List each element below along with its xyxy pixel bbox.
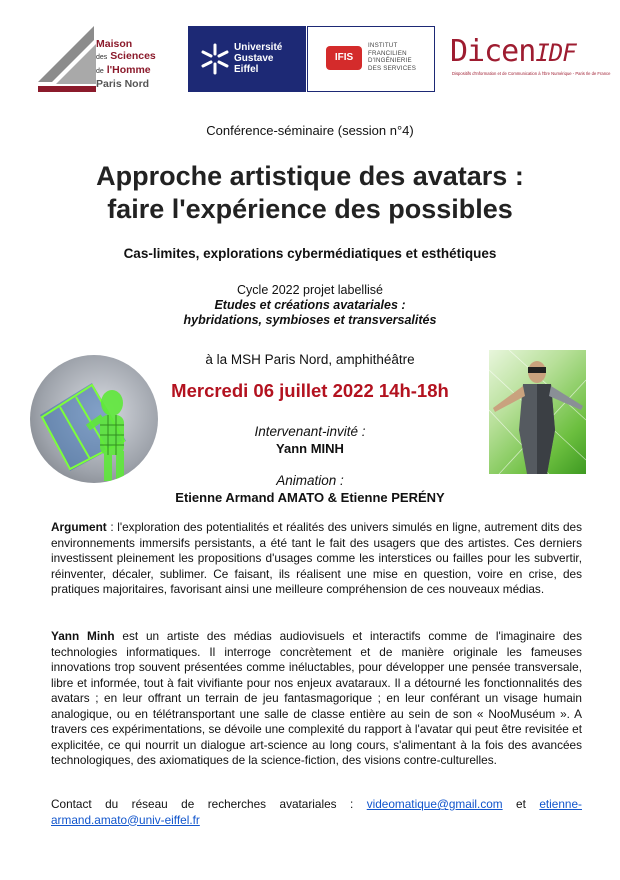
animation-names: Etienne Armand AMATO & Etienne PERÉNY <box>175 490 445 505</box>
bio-text: est un artiste des médias audiovisuels et interactifs comme de l'imaginaire des technologies informatiques. Il interroge concrètement et de manière originale les fameuses innovations trop souvent présentées comme inéluctables, pour développer une pensée transversale, libre et informée, tout à fait vivifiante pour nos enjeux avataraux. Il a détourné les fonctionnalités des avatars ; en leur offrant un terrain de jeu fantasmagorique ; en leur conférant un visage humain analogique, ou en télétransportant une salle de classe entière au sein de son « NooMuséum ». A travers ces expérimentations, se dévoile une complexité du rapport à l'avatar qui peut être revisitée et explicitée, ce qui nourrit un dialogue art-science au long cours, s'alimentant à la fois des avancées technologiques, des axiomatiques de la science-fiction, des visions contre-culturelles. <box>51 629 583 767</box>
msh-emblem-icon <box>38 26 98 96</box>
argument-text: : l'exploration des potentialités et réalités des univers simulés en ligne, autrement dits des environnements immersifs persistants, a été tant le fait des usagers que des artistes. Ces derniers investissent pleinement les propositions d'usages comme les interstices ou failles pour les subvertir, réinventer, décaler, sublimer. Ce faisant, ils réalisent une mise en question, voire en crise, des pratiques majoritaires, favorisant ainsi une meilleure compréhension de ces nouveaux médias. <box>51 520 582 596</box>
contact-text: Contact du réseau de recherches avatariales : <box>51 797 367 811</box>
contact-paragraph <box>51 797 582 828</box>
title-line1: Approche artistique des avatars : <box>96 161 524 191</box>
eiffel-star-icon <box>200 42 230 76</box>
contact-joiner: et <box>502 797 540 811</box>
cycle-line2: Etudes et créations avatariales : <box>214 298 406 312</box>
email-link-videomatique[interactable]: videomatique@gmail.com <box>366 797 503 811</box>
msh-line3c: Paris Nord <box>96 78 150 90</box>
email-link-amato[interactable]: etienne-armand.amato@univ-eiffel.fr <box>51 797 582 827</box>
cycle-block <box>0 283 620 328</box>
ug-line3: Eiffel <box>234 64 259 75</box>
msh-line2a: des <box>96 54 108 61</box>
page-subtitle: Cas-limites, explorations cybermédiatiques et esthétiques <box>123 246 497 261</box>
ug-text <box>234 42 282 75</box>
ug-line1: Université <box>234 42 283 53</box>
cycle-line3: hybridations, symbioses et transversalités <box>183 313 437 327</box>
argument-paragraph <box>51 520 582 598</box>
msh-line3b: l'Homme <box>106 64 151 76</box>
ifis-text <box>368 42 416 72</box>
event-date: Mercredi 06 juillet 2022 14h-18h <box>171 380 449 401</box>
ifis-line1: INSTITUT <box>368 42 398 49</box>
dicen-subtitle: Dispositifs d'Information et de Communication à l'Ère Numérique - Paris Ile de France <box>452 71 611 76</box>
bio-name: Yann Minh <box>51 629 115 643</box>
msh-line1: Maison <box>96 38 133 50</box>
bio-paragraph <box>51 629 582 769</box>
msh-line3a: de <box>96 68 104 75</box>
ifis-line3: D'INGÉNIERIE <box>368 57 412 64</box>
invite-name: Yann MINH <box>276 441 344 456</box>
title-line2: faire l'expérience des possibles <box>107 194 513 224</box>
dicen-idf-logo <box>448 34 611 84</box>
session-label: Conférence-séminaire (session n°4) <box>206 123 414 138</box>
ifis-logo <box>307 26 435 92</box>
animation-label: Animation : <box>276 473 344 488</box>
page-title <box>0 160 620 226</box>
ifis-mark: IFIS <box>326 46 362 70</box>
ifis-line4: DES SERVICES <box>368 64 417 72</box>
invite-label: Intervenant-invité : <box>254 424 366 439</box>
msh-line2b: Sciences <box>110 50 156 62</box>
dicen-suffix: IDF <box>535 39 576 67</box>
event-location: à la MSH Paris Nord, amphithéâtre <box>205 352 415 367</box>
dicen-name-text: Dicen <box>450 34 536 69</box>
cycle-line1: Cycle 2022 projet labellisé <box>237 283 383 297</box>
msh-logo-text <box>96 38 178 90</box>
universite-gustave-eiffel-logo <box>188 26 306 92</box>
ug-line2: Gustave <box>234 53 274 64</box>
msh-logo <box>38 26 178 96</box>
dicen-name <box>450 34 576 69</box>
ifis-line2: FRANCILIEN <box>368 49 407 57</box>
argument-label: Argument <box>51 520 107 534</box>
wireframe-figure-icon <box>30 355 158 483</box>
avatar-artwork-image <box>30 355 158 483</box>
